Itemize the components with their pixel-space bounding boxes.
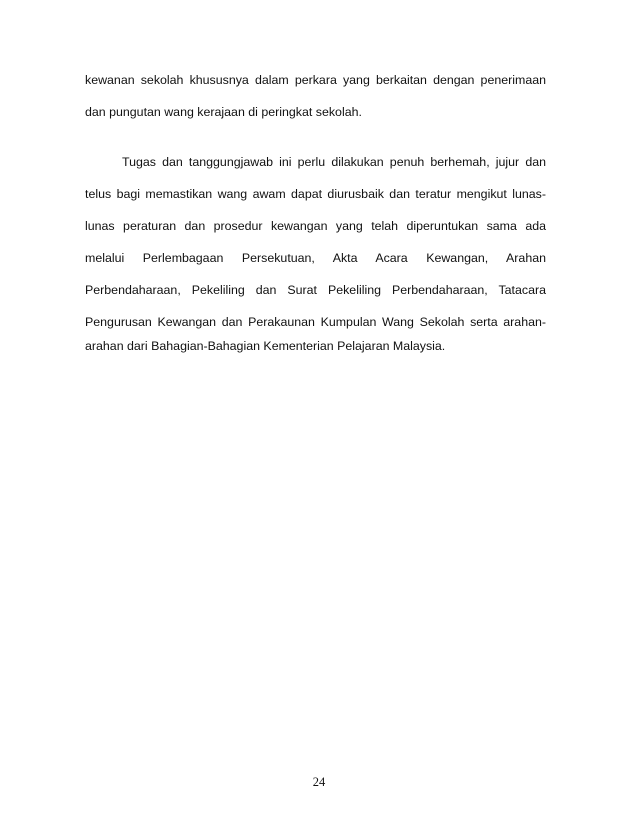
- paragraph-line: Perbendaharaan, Pekeliling dan Surat Pekeliling Perbendaharaan, Tatacara: [85, 283, 546, 297]
- page-number: 24: [312, 775, 326, 789]
- paragraph-line: telus bagi memastikan wang awam dapat diurusbaik dan teratur mengikut lunas-: [85, 187, 546, 201]
- paragraph-line: lunas peraturan dan prosedur kewangan yang telah diperuntukan sama ada: [85, 219, 546, 233]
- paragraph-line: Pengurusan Kewangan dan Perakaunan Kumpulan Wang Sekolah serta arahan-: [85, 315, 546, 329]
- paragraph-line: melalui Perlembagaan Persekutuan, Akta Acara Kewangan, Arahan: [85, 251, 546, 265]
- paragraph-line: kewanan sekolah khususnya dalam perkara yang berkaitan dengan penerimaan: [85, 73, 546, 87]
- paragraph-line: arahan dari Bahagian-Bahagian Kementerian Pelajaran Malaysia.: [85, 339, 446, 353]
- paragraph-line: dan pungutan wang kerajaan di peringkat sekolah.: [85, 105, 362, 119]
- paragraph-line: Tugas dan tanggungjawab ini perlu dilakukan penuh berhemah, jujur dan: [122, 155, 546, 169]
